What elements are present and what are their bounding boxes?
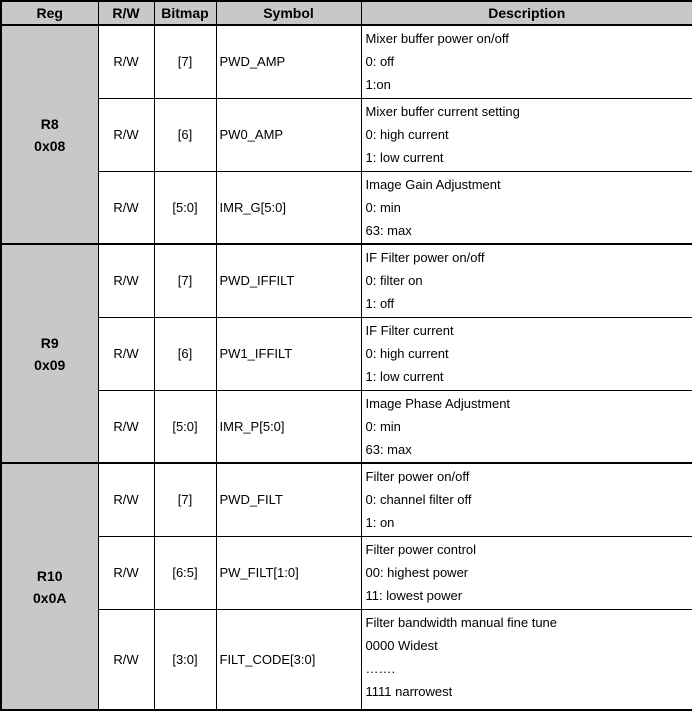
description-line: 1: on	[365, 515, 395, 530]
description-line: 0000 Widest	[365, 637, 438, 653]
rw-cell: R/W	[98, 244, 154, 317]
description-line: Filter power on/off	[365, 469, 470, 484]
rw-cell: R/W	[98, 463, 154, 536]
symbol-cell: FILT_CODE[3:0]	[216, 609, 361, 710]
column-header-description: Description	[361, 1, 692, 25]
reg-addr: 0x08	[34, 137, 66, 154]
register-row	[1, 390, 692, 463]
description-cell	[361, 171, 692, 244]
reg-addr: 0x09	[34, 356, 66, 373]
description-cell	[361, 463, 692, 536]
register-row	[1, 25, 692, 98]
reg-cell	[1, 244, 98, 463]
description-line: Filter power control	[365, 541, 477, 557]
column-header-symbol: Symbol	[216, 1, 361, 25]
description-line: IF Filter current	[365, 322, 454, 338]
description-line: 1111 narrowest	[365, 683, 453, 699]
symbol-cell: PW1_IFFILT	[216, 317, 361, 390]
description-line: 63: max	[365, 222, 412, 238]
column-header-bitmap: Bitmap	[154, 1, 216, 25]
rw-cell: R/W	[98, 536, 154, 609]
bitmap-cell: [7]	[154, 244, 216, 317]
description-cell	[361, 25, 692, 98]
symbol-cell: PW0_AMP	[216, 98, 361, 171]
register-row	[1, 171, 692, 244]
description-line: …….	[365, 660, 396, 676]
description-line: 0: min	[365, 418, 401, 434]
description-line: 63: max	[365, 441, 412, 457]
reg-name: R8	[40, 115, 59, 132]
description-line: 1:on	[365, 77, 391, 92]
description-cell	[361, 317, 692, 390]
header-row	[1, 1, 692, 25]
description-cell	[361, 98, 692, 171]
reg-cell	[1, 25, 98, 244]
description-line: 0: min	[365, 199, 401, 215]
description-line: Filter bandwidth manual fine tune	[365, 614, 558, 630]
register-row	[1, 244, 692, 317]
description-line: 0: off	[365, 54, 395, 69]
bitmap-cell: [5:0]	[154, 171, 216, 244]
column-header-rw: R/W	[98, 1, 154, 25]
reg-name: R9	[40, 334, 59, 351]
bitmap-cell: [3:0]	[154, 609, 216, 710]
bitmap-cell: [6]	[154, 317, 216, 390]
bitmap-cell: [7]	[154, 25, 216, 98]
description-line: 0: channel filter off	[365, 492, 472, 507]
rw-cell: R/W	[98, 98, 154, 171]
rw-cell: R/W	[98, 317, 154, 390]
description-cell	[361, 244, 692, 317]
register-row	[1, 463, 692, 536]
symbol-cell: IMR_G[5:0]	[216, 171, 361, 244]
description-line: 0: high current	[365, 345, 449, 361]
rw-cell: R/W	[98, 390, 154, 463]
bitmap-cell: [6]	[154, 98, 216, 171]
register-row	[1, 98, 692, 171]
bitmap-cell: [5:0]	[154, 390, 216, 463]
reg-name: R10	[36, 567, 63, 584]
description-line: 0: high current	[365, 126, 449, 142]
description-line: Image Phase Adjustment	[365, 395, 511, 411]
description-line: Mixer buffer power on/off	[365, 31, 509, 46]
description-line: 1: low current	[365, 149, 444, 165]
description-line: IF Filter power on/off	[365, 250, 485, 265]
rw-cell: R/W	[98, 25, 154, 98]
register-row	[1, 317, 692, 390]
description-cell	[361, 536, 692, 609]
symbol-cell: PWD_IFFILT	[216, 244, 361, 317]
register-row	[1, 536, 692, 609]
reg-addr: 0x0A	[33, 589, 67, 606]
rw-cell: R/W	[98, 609, 154, 710]
column-header-reg: Reg	[1, 1, 98, 25]
rw-cell: R/W	[98, 171, 154, 244]
reg-cell	[1, 463, 98, 710]
bitmap-cell: [6:5]	[154, 536, 216, 609]
symbol-cell: PWD_FILT	[216, 463, 361, 536]
description-cell	[361, 390, 692, 463]
description-line: Image Gain Adjustment	[365, 176, 501, 192]
description-line: Mixer buffer current setting	[365, 103, 520, 119]
description-line: 1: low current	[365, 368, 444, 384]
symbol-cell: IMR_P[5:0]	[216, 390, 361, 463]
description-line: 11: lowest power	[365, 587, 463, 603]
bitmap-cell: [7]	[154, 463, 216, 536]
symbol-cell: PWD_AMP	[216, 25, 361, 98]
description-line: 00: highest power	[365, 564, 469, 580]
description-line: 0: filter on	[365, 273, 423, 288]
description-cell	[361, 609, 692, 710]
register-row	[1, 609, 692, 710]
description-line: 1: off	[365, 296, 395, 311]
symbol-cell: PW_FILT[1:0]	[216, 536, 361, 609]
